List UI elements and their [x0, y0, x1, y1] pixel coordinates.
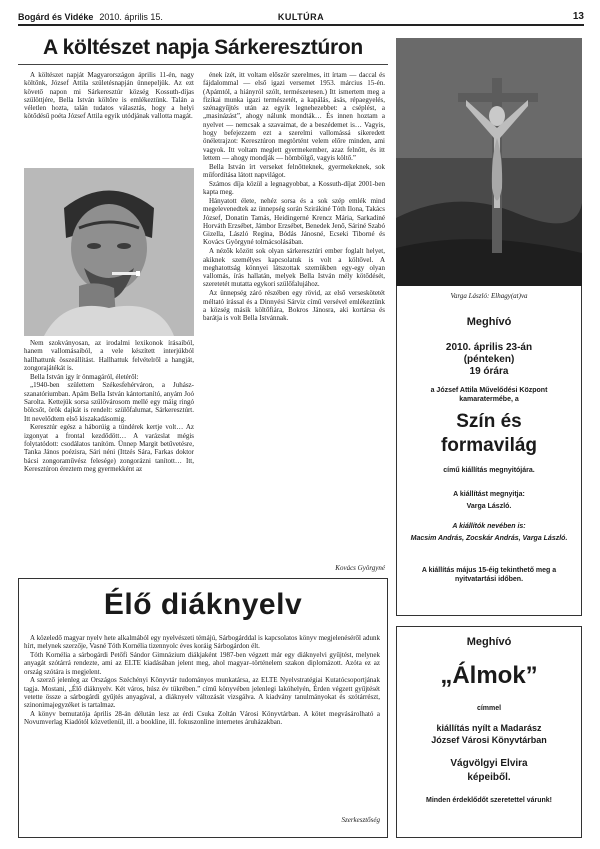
article2-byline: Szerkesztőség: [341, 816, 380, 824]
page-header: [18, 8, 584, 26]
article-title: A költészet napja Sárkeresztúron: [43, 36, 363, 59]
article-paragraph: ének ízét, itt voltam először szerelmes, itt írtam — daccal és fájdalommal — első igazi versemet 1953. március 15-én. (Apámtól, a hiányról szólt, természetesen.) Itt ismertem meg a fizikai munka igazi természetét, a kapálás, ásás, répaegyelés, szénagyűjtés után az egyik legnehezebbet: a cséplést, a „masinázást”, ahogy nálunk mondták… És innen hoztam a nyelvet — nemcsak a szavaimat, de a beszédemet is… Vagyis, hogy befejezzem ezt a szerelmi vallomássá sikeredett önéletrajzot: Keresztúron megtörtént velem előre minden, ami vagyok. Itt voltam meglett gyermekember, azaz felnőtt, és itt lettem — ahogy mondják — hömbölgő, vagyis költő.”: [203, 71, 385, 162]
painting-caption: Varga László: Elhagy(at)va: [450, 292, 528, 300]
title-divider: [18, 64, 388, 65]
invitation2-closing: Minden érdeklődőt szeretettel várunk!: [425, 797, 553, 804]
exhibition-title-line-1: Szín és: [456, 411, 522, 432]
invitation2-cimmel: címmel: [476, 705, 502, 712]
crucifix-painting: [396, 38, 582, 286]
exhibition-subtitle: című kiállítás megnyitójára.: [443, 467, 535, 474]
newspaper-name: Bogárd és Vidéke: [18, 12, 94, 22]
article-paragraph: A közeledő magyar nyelv hete alkalmából egy nyelvészeti témájú, Sárbogárddal is kapcsolatos könyv megjelenéséről adunk hírt, melynek szerzője, Vasné Tóth Kornélia tizennyolc éves koráig Sárbogárdon élt.: [24, 634, 380, 651]
section-title: KULTÚRA: [277, 12, 325, 22]
article2-body: [24, 634, 380, 727]
article-column-2: [203, 71, 385, 323]
invitation2-line2: József Városi Könyvtárban: [431, 735, 547, 745]
invitation2-artist-line2: képeiből.: [467, 772, 511, 783]
article-paragraph: Az ünnepség záró részében egy rövid, az első verseskötetét méltató írással és a Dinnyési Sárviz című versével emlékeztünk a község másik költőfiára, Bokros Jánosra, aki kortársa és barátja is volt Bella Istvánnak.: [203, 289, 385, 323]
exhibition-title-line-2: formavilág: [440, 435, 538, 456]
invitation-venue: a József Attila Művelődési Központ kamaratermébe, a: [430, 387, 548, 403]
article-paragraph: A nézők között sok olyan sárkeresztúri ember foglalt helyet, akiknek személyes kapcsolatuk is volt a költővel. A meghatottság könnyei látszottak szemükben egy-egy olyan vallomás, írás hallatán, melyek Bella István mély kötődését, szeretetét mutatta egykori szülőfalujához.: [203, 247, 385, 289]
invitation-date-line: 2010. április 23-án: [445, 342, 533, 353]
opener-name: Varga László.: [466, 503, 512, 510]
article-paragraph: Keresztúr egész a háborúig a tündérek kertje volt… Az izgonyat a frontal kezdődött… A varázslat mégis folytatódott: csodálatos tanítóm. Ünnep Margit betűvetésre, Tanka János poézisra, Sári néni (Ittzés Sára, Farkas doktor bácsi zongoraművész felesége) zongorázni tanított… Itt, Keresztúron éreztem meg gyermekként az: [24, 423, 194, 473]
invitation2-title: „Álmok”: [440, 662, 538, 689]
artists-label: A kiállítók nevében is:: [452, 523, 526, 530]
article-paragraph: Számos díja közül a legnagyobbat, a Kossuth-díjat 2001-ben kapta meg.: [203, 179, 385, 197]
article-paragraph: A költészet napját Magyarországon április 11-én, nagy költőnk, József Attila születésnapján ünnepeljük. Az ezt követő napon mi Sárkeresztúr község Kossuth-díjas szülöttjére, Bella István költőre is emlékeztünk. Talán a véletlen hozta, talán tudatos választás, hogy a helyi kötődésű poéta József Attila egyik utódjának vallotta magát.: [24, 71, 194, 121]
article-paragraph: Hányatott élete, nehéz sorsa és a sok szép emlék mind megelevenedtek az ünnepség során Szirákiné Tóth Ilona, Takács József, Donatin Tamás, Heidingerné Krencz Mária, Sarkadiné Horváth Erzsébet, Jámbor Erzsébet, Benedek Jenő, Sáriné Szabó Gizella, László Regina, Bódás Jánosné, Ecseki Tiborné és Kovács Györgyné tolmácsolásában.: [203, 196, 385, 247]
article-paragraph: Bella István így ír önmagáról, életéről:: [30, 372, 139, 381]
article-paragraph: Bella István írt verseket felnőtteknek, gyermekeknek, sok műfordítása látott napvilágot.: [203, 162, 385, 180]
article-paragraph: A szerző jelenleg az Országos Széchényi Könyvtár tudományos munkatársa, az ELTE Nyelvstratégiai Kutatócsoportjának tagja. Mostani, „Élő diáknyelv. Két város, húsz év tükrében.” című könyvében jelenlegi lakóhelyén, Érden végzett gyűjtését vetette össze a sárbogárdi gyűjtés anyagával, a diáknyelv változását vizsgálva. A kiadvány tanulmányokat és szótárrészt, szinonimajegyzéket is tartalmaz.: [24, 676, 380, 710]
artists-names: Macsim András, Zocskár András, Varga László.: [410, 535, 568, 542]
article-paragraph: „1940-ben születtem Székesfehérváron, a Juhász-szanatóriumban. Apám Bella István kántortanító, anyám Joó Sarolta. Kettejük sorsa szülővárosom mellé egy máig ringó bölcsőt, örök dajkát is rendelt: szülőfalumat, Sárkeresztúrt. Itt nevelődtem első kiszakadásomig.: [24, 381, 194, 423]
invitation-weekday: (pénteken): [463, 354, 515, 365]
invitation2-artist: Vágvölgyi Elvira: [450, 758, 528, 769]
article2-title: Élő diáknyelv: [103, 588, 303, 621]
page-number: 13: [572, 11, 584, 22]
article-paragraph: Tóth Kornélia a sárbogárdi Petőfi Sándor Gimnázium diákjaként 1987-ben végzett már egy diáknyelvi gyűjtést, melynek anyagát szótárrá rendezte, ami az ELTE kiadásában jelent meg, ahol magyar–történelem szakon diplomázott. Azóta ez az ország szótára is megjelent.: [24, 651, 380, 676]
invitation2-heading: Meghívó: [466, 636, 512, 648]
article-paragraph: Nem szokványosan, az irodalmi lexikonok írásaiból, hanem vallomásaiból, a vele készített interjúkból hallhattunk összeállítást. Hallhattuk felvételről a hangját, zongorajátékát is.: [24, 339, 194, 372]
invitation2-line1: kiállítás nyílt a Madarász: [436, 723, 542, 733]
invitation-time: 19 órára: [469, 366, 509, 377]
article-column-1-bottom: [24, 339, 194, 474]
opener-label: A kiállítást megnyitja:: [453, 491, 525, 498]
issue-date: 2010. április 15.: [99, 12, 163, 22]
visiting-info: A kiállítás május 15-éig tekinthető meg a nyitvatartási időben.: [421, 567, 557, 583]
article-paragraph: A könyv bemutatója április 28-án délután lesz az érdi Csuka Zoltán Városi Könyvtárban. A kötet megvásárolható a Novumverlag Kiadótól közvetlenül, ill. a bookline, ill. fokuszonline internetes áruházakban.: [24, 710, 380, 727]
article-column-1-top: [24, 71, 194, 121]
poet-photo: [24, 168, 194, 336]
article-byline: Kovács Györgyné: [335, 564, 385, 572]
invitation-heading: Meghívó: [466, 316, 512, 328]
